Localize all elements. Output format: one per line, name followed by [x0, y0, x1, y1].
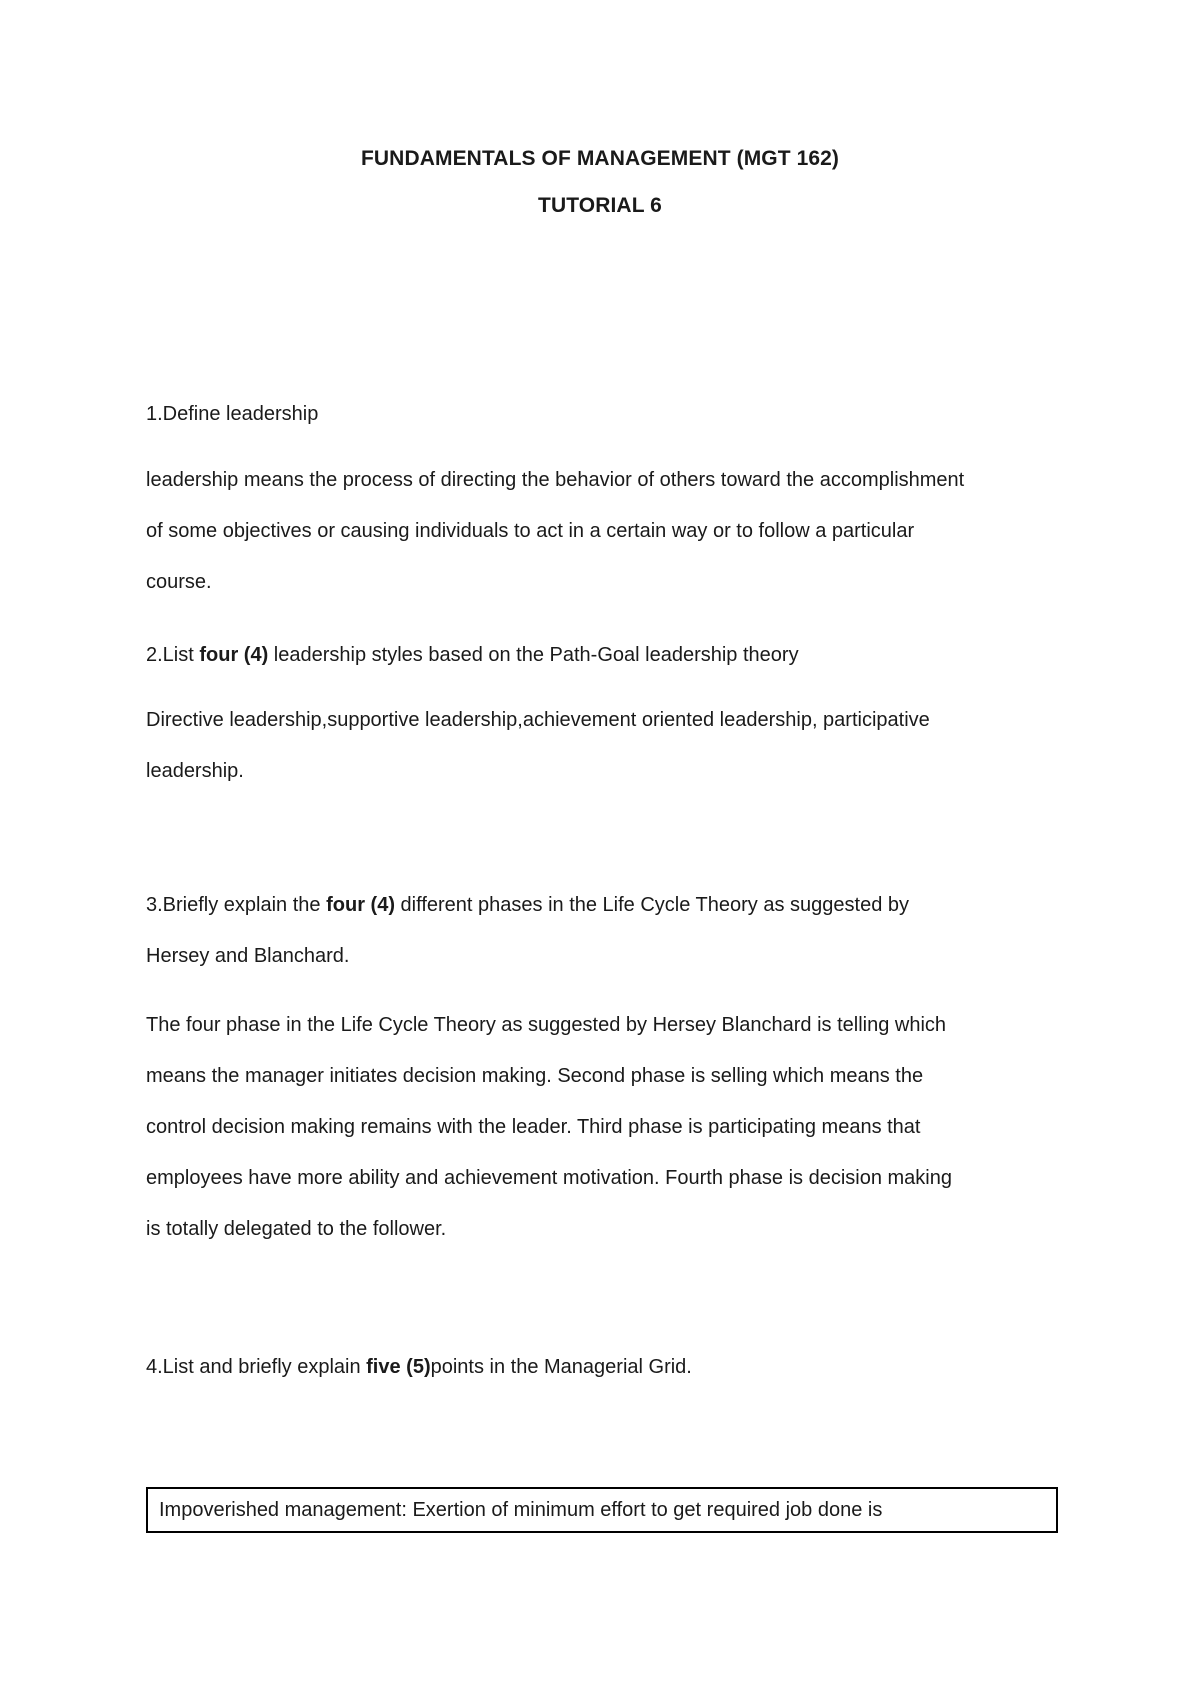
question-3-line	[146, 880, 1076, 931]
question-3-prefix: 3.Briefly explain the	[146, 894, 327, 916]
question-3-line: Hersey and Blanchard.	[146, 945, 350, 967]
answer-1-line: of some objectives or causing individuals to act in a certain way or to follow a particular	[146, 520, 915, 542]
answer-2	[146, 695, 1076, 797]
question-4-suffix: points in the Managerial Grid.	[430, 1356, 692, 1378]
answer-3-line: control decision making remains with the leader. Third phase is participating means that	[146, 1116, 921, 1138]
question-4-prefix: 4.List and briefly explain	[146, 1356, 367, 1378]
document-title: FUNDAMENTALS OF MANAGEMENT (MGT 162)	[360, 147, 840, 170]
answer-3-line: The four phase in the Life Cycle Theory as suggested by Hersey Blanchard is telling which	[146, 1014, 947, 1036]
answer-3-line: employees have more ability and achievement motivation. Fourth phase is decision making	[146, 1167, 952, 1189]
question-3-suffix: different phases in the Life Cycle Theory as suggested by	[395, 894, 910, 916]
answer-1	[146, 455, 1076, 608]
question-2-prefix: 2.List	[146, 644, 200, 666]
answer-3-line: means the manager initiates decision making. Second phase is selling which means the	[146, 1065, 924, 1087]
question-1: 1.Define leadership	[146, 403, 319, 425]
answer-3	[146, 1000, 1076, 1255]
answer-1-line: course.	[146, 571, 212, 593]
question-2-suffix: leadership styles based on the Path-Goal leadership theory	[268, 644, 799, 666]
question-3	[146, 880, 1076, 982]
question-4	[146, 1342, 1076, 1393]
answer-2-line: leadership.	[146, 760, 244, 782]
managerial-grid-box: Impoverished management: Exertion of minimum effort to get required job done is	[146, 1487, 1058, 1533]
question-2-bold: four (4)	[199, 644, 269, 666]
document-subtitle: TUTORIAL 6	[538, 194, 662, 217]
answer-1-line: leadership means the process of directing the behavior of others toward the accomplishment	[146, 469, 965, 491]
answer-2-line: Directive leadership,supportive leadership,achievement oriented leadership, participative	[146, 709, 930, 731]
question-2	[146, 630, 1076, 681]
question-4-bold: five (5)	[366, 1356, 431, 1378]
question-3-bold: four (4)	[326, 894, 395, 916]
answer-3-line: is totally delegated to the follower.	[146, 1218, 447, 1240]
